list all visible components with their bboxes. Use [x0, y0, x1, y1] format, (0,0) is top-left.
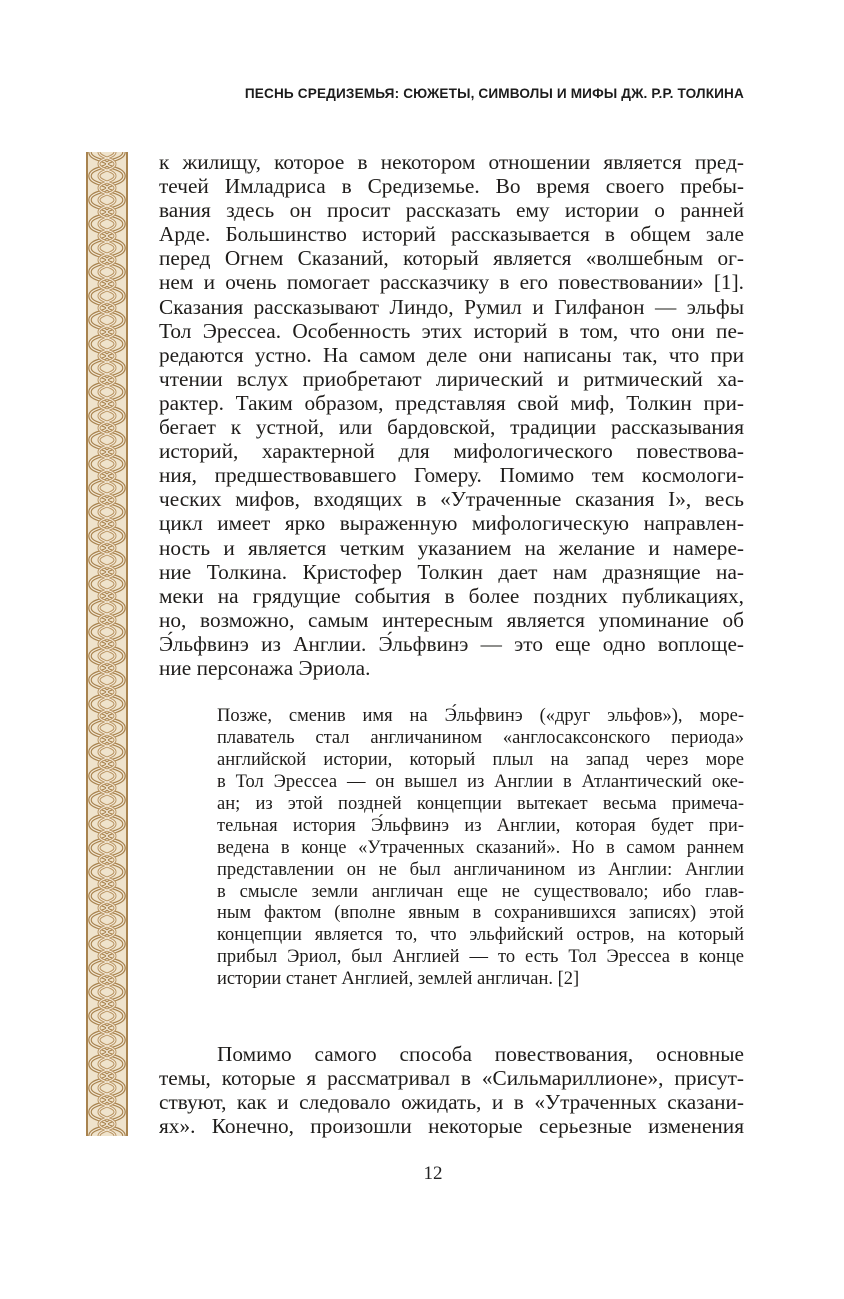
- text-line: ние Толкина. Кристофер Толкин дает нам дразнящие на-: [159, 559, 744, 584]
- text-line: к жилищу, которое в некотором отношении является пред-: [159, 150, 744, 174]
- main-paragraph: [159, 150, 744, 680]
- quote-line: истории станет Англией, землей англичан. [2]: [217, 969, 580, 990]
- text-line: редаются устно. На самом деле они написаны так, что при: [159, 342, 744, 367]
- text-line: историй, характерной для мифологического повествова-: [159, 439, 744, 464]
- text-line: Э́льфвинэ из Англии. Э́льфвинэ — это еще одно воплоще-: [159, 631, 744, 656]
- quote-line: концепции является то, что эльфийский остров, на который: [217, 925, 744, 946]
- text-line: Арде. Большинство историй рассказывается в общем зале: [159, 222, 744, 247]
- text-line: Сказания рассказывают Линдо, Румил и Гилфанон — эльфы: [159, 294, 744, 319]
- text-line: перед Огнем Сказаний, который является «волшебным ог-: [159, 246, 744, 271]
- text-line: нем и очень помогает рассказчику в его повествовании» [1].: [159, 270, 744, 295]
- text-line: ние персонажа Эриола.: [159, 655, 371, 680]
- quote-line: тельная история Э́льфвинэ из Англии, которая будет при-: [217, 815, 744, 836]
- text-line: рактер. Таким образом, представляя свой миф, Толкин при-: [159, 390, 744, 415]
- text-line: ческих мифов, входящих в «Утраченные сказания I», весь: [159, 487, 744, 512]
- running-title: ПЕСНЬ СРЕДИЗЕМЬЯ: СЮЖЕТЫ, СИМВОЛЫ И МИФЫ ДЖ. Р.Р. ТОЛКИНА: [244, 86, 744, 101]
- text-line: цикл имеет ярко выраженную мифологическую направлен-: [159, 511, 744, 536]
- quote-line: ным фактом (вполне явным в сохранившихся записях) этой: [217, 903, 744, 924]
- text-line: ния, предшествовавшего Гомеру. Помимо тем космологи-: [159, 463, 744, 488]
- page-number: 12: [423, 1163, 443, 1184]
- text-line: течей Имладриса в Средиземье. Во время своего пребы-: [159, 174, 744, 199]
- block-quote: [217, 706, 744, 991]
- text-line: чтении вслух приобретают лирический и ритмический ха-: [159, 366, 744, 391]
- quote-line: в смысле земли англичан еще не существовало; ибо глав-: [217, 881, 744, 902]
- text-line: Тол Эрессеа. Особенность этих историй в том, что они пе-: [159, 318, 744, 343]
- text-line: ность и является четким указанием на желание и намере-: [159, 535, 744, 560]
- quote-line: ан; из этой поздней концепции вытекает весьма примеча-: [217, 793, 744, 814]
- text-line: вания здесь он просит рассказать ему истории о ранней: [159, 198, 744, 223]
- celtic-braid-border-icon: [86, 152, 128, 1136]
- text-line: бегает к устной, или бардовской, традиции рассказывания: [159, 415, 744, 440]
- text-line: темы, которые я рассматривал в «Сильмариллионе», присут-: [159, 1066, 744, 1091]
- text-line: Помимо самого способа повествования, основные: [217, 1042, 744, 1066]
- quote-line: английской истории, который плыл на запад через море: [217, 749, 744, 770]
- quote-line: представлении он не был англичанином из Англии: Англии: [217, 859, 744, 880]
- text-line: но, возможно, самым интересным является упоминание об: [159, 607, 744, 632]
- quote-line: прибыл Эриол, был Англией — то есть Тол Эрессеа в конце: [217, 947, 744, 968]
- quote-line: в Тол Эрессеа — он вышел из Англии в Атлантический оке-: [217, 771, 744, 792]
- quote-line: ведена в конце «Утраченных сказаний». Но в самом раннем: [217, 837, 744, 858]
- text-line: меки на грядущие события в более поздних публикациях,: [159, 583, 744, 608]
- quote-line: плаватель стал англичанином «англосаксонского периода»: [217, 727, 744, 748]
- text-line: ях». Конечно, произошли некоторые серьезные изменения: [159, 1114, 744, 1139]
- quote-line: Позже, сменив имя на Э́льфвинэ («друг эльфов»), море-: [217, 706, 744, 726]
- second-paragraph: [159, 1042, 744, 1138]
- text-line: ствуют, как и следовало ожидать, и в «Утраченных сказани-: [159, 1090, 744, 1115]
